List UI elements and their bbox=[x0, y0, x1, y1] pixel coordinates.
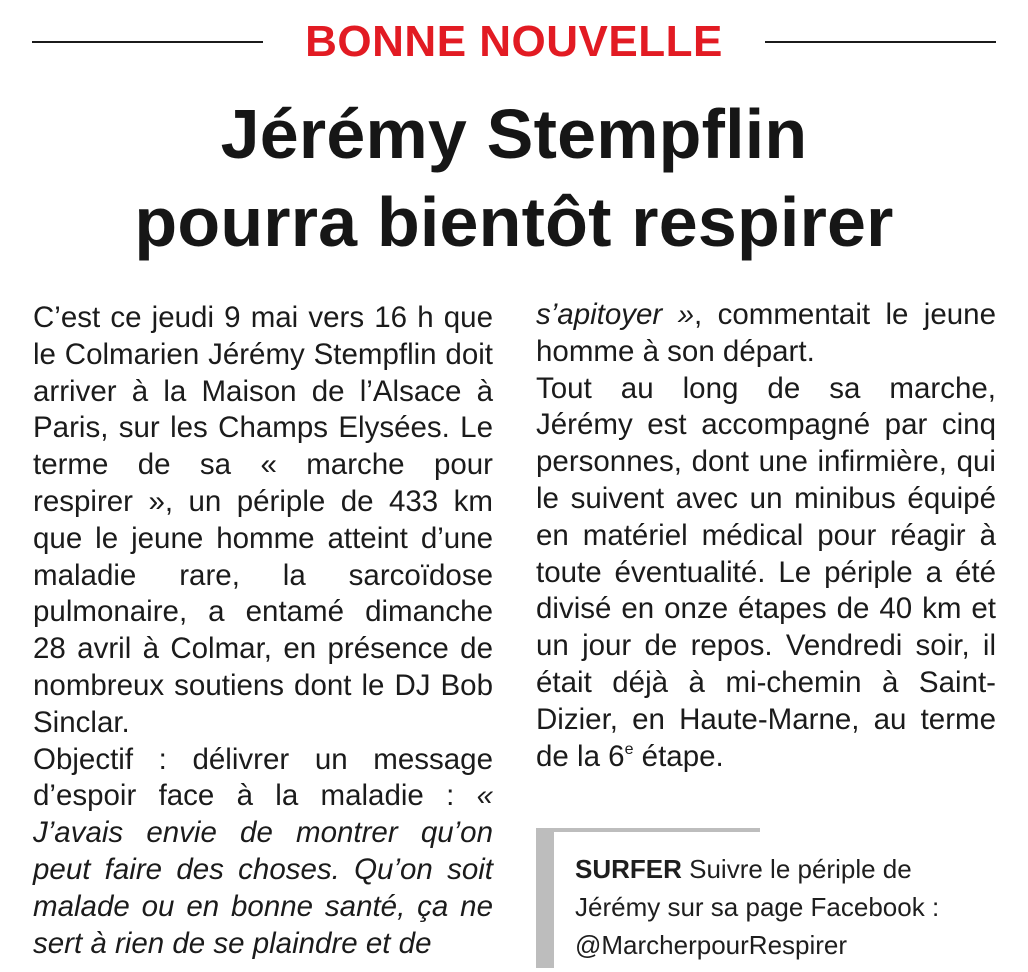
surfer-description: Suivre le périple de Jérémy sur sa page Facebook : bbox=[575, 854, 940, 922]
article-paragraph bbox=[33, 742, 493, 963]
headline-line-1: Jérémy Stempflin bbox=[220, 95, 808, 173]
rubric-rule-left bbox=[32, 41, 263, 43]
quote-text: s’apitoyer » bbox=[536, 298, 695, 331]
surfer-bar-horizontal bbox=[536, 828, 760, 832]
ordinal-superscript: e bbox=[624, 740, 634, 758]
rubric-rule-right bbox=[765, 41, 996, 43]
quote-text: « J’avais envie de montrer qu’on peut faire des choses. Qu’on soit malade ou en bonne santé, ça ne sert à rien de se plaindre et de bbox=[33, 779, 493, 960]
facebook-handle: @MarcherpourRespirer bbox=[575, 930, 848, 960]
headline bbox=[0, 90, 1028, 266]
article-paragraph bbox=[536, 371, 996, 776]
headline-line-2: pourra bientôt respirer bbox=[134, 183, 894, 261]
paragraph-text: étape. bbox=[633, 739, 724, 773]
article-paragraph bbox=[536, 297, 996, 371]
surfer-text bbox=[575, 850, 999, 964]
article-column-right bbox=[536, 297, 996, 775]
paragraph-lead: Objectif : délivrer un message d’espoir face à la maladie : bbox=[33, 742, 493, 813]
surfer-bar-vertical bbox=[536, 828, 554, 968]
surfer-box bbox=[536, 828, 996, 968]
surfer-label: SURFER bbox=[575, 854, 682, 884]
paragraph-text: , commentait le jeune homme à son départ. bbox=[536, 298, 996, 368]
rubric-row bbox=[32, 14, 996, 70]
article-paragraph: C’est ce jeudi 9 mai vers 16 h que le Colmarien Jérémy Stempflin doit arriver à la Maison de l’Alsace à Paris, sur les Champs Elysées. Le terme de sa « marche pour respirer », un périple de 433 km que le jeune homme atteint d’une maladie rare, la sarcoïdose pulmonaire, a entamé dimanche 28 avril à Colmar, en présence de nombreux soutiens dont le DJ Bob Sinclar. bbox=[33, 301, 493, 739]
paragraph-text: Tout au long de sa marche, Jérémy est accompagné par cinq personnes, dont une infirmière, qui le suivent avec un minibus équipé en matériel médical pour réagir à toute éventualité. Le périple a été divisé en onze étapes de 40 km et un jour de repos. Vendredi soir, il était déjà à mi-chemin à Saint-Dizier, en Haute-Marne, au terme de la 6 bbox=[536, 371, 996, 773]
section-rubric: BONNE NOUVELLE bbox=[305, 17, 723, 66]
article-column-left bbox=[33, 300, 493, 962]
